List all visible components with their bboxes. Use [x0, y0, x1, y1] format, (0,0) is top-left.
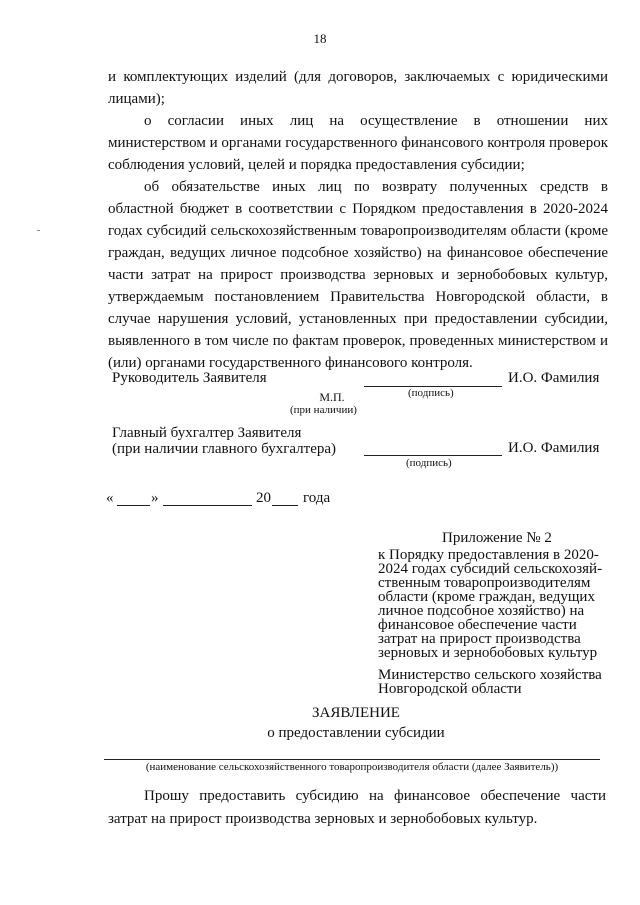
- request-paragraph: Прошу предоставить субсидию на финансовое обеспечение части затрат на прирост производства зерновых и зернобобовых культур.: [108, 788, 606, 827]
- addressee-line-1: Министерство сельского хозяйства: [378, 667, 602, 683]
- addressee: [378, 668, 603, 696]
- addressee-line-2: Новгородской области: [378, 681, 522, 697]
- application-title: ЗАЯВЛЕНИЕ: [312, 705, 400, 721]
- accountant-signature-caption: (подпись): [406, 457, 452, 469]
- appendix-line: ственным товаропроизводителям: [378, 575, 591, 591]
- accountant-name: И.О. Фамилия: [508, 440, 600, 456]
- page-number: 18: [313, 31, 327, 46]
- appendix-line: финансовое обеспечение части: [378, 617, 577, 633]
- application-subtitle: о предоставлении субсидии: [267, 725, 445, 741]
- stamp-note: (при наличии): [290, 404, 357, 416]
- obligation-paragraph: об обязательстве иных лиц по возврату полученных средств в областной бюджет в соответствии с Порядком предоставления в 2020-2024 годах субсидий сельскохозяйственным товаропроизводителям области (кроме граждан, ведущих личное подсобное хозяйство) на финансовое обеспечение части затрат на прирост производства зерновых и зернобобовых культур, утверждаемым постановлением Правительства Новгородской области, в случае нарушения условий, установленных при предоставлении субсидии, выявленного в том числе по фактам проверок, проведенных министерством и (или) органами государственного финансового контроля.: [108, 179, 608, 371]
- date-year-suffix: года: [303, 490, 331, 506]
- margin-mark: [37, 230, 40, 231]
- head-signature-caption: (подпись): [408, 387, 454, 399]
- date-close-quote: »: [151, 490, 159, 506]
- date-day-line: [117, 505, 150, 506]
- appendix-line: 2024 годах субсидий сельскохозяй-: [378, 561, 603, 577]
- date-month-line: [163, 505, 252, 506]
- continuation-paragraph: и комплектующих изделий (для договоров, заключаемых с юридическими лицами);: [108, 69, 608, 107]
- head-label: Руководитель Заявителя: [112, 370, 267, 386]
- stamp-label: М.П.: [319, 390, 345, 404]
- appendix-line: личное подсобное хозяйство) на: [378, 603, 585, 619]
- date-year-line: [272, 505, 298, 506]
- accountant-signature-line: [364, 455, 502, 456]
- accountant-label-line-1: Главный бухгалтер Заявителя: [112, 425, 302, 441]
- date-year-prefix: 20: [256, 490, 271, 506]
- appendix-reference: [378, 548, 603, 660]
- date-open-quote: «: [106, 490, 114, 506]
- head-name: И.О. Фамилия: [508, 370, 600, 386]
- applicant-name-caption: (наименование сельскохозяйственного товаропроизводителя области (далее Заявитель)): [145, 761, 559, 773]
- appendix-line: области (кроме граждан, ведущих: [378, 589, 595, 605]
- accountant-label: [112, 425, 336, 457]
- accountant-label-line-2: (при наличии главного бухгалтера): [112, 441, 337, 457]
- appendix-line: затрат на прирост производства: [378, 631, 581, 647]
- consent-paragraph: о согласии иных лиц на осуществление в отношении них министерством и органами государственного финансового контроля проверок соблюдения условий, целей и порядка предоставления субсидии;: [108, 113, 608, 173]
- appendix-line: к Порядку предоставления в 2020-: [378, 547, 599, 563]
- appendix-title: Приложение № 2: [442, 530, 552, 546]
- appendix-line: зерновых и зернобобовых культур: [378, 645, 598, 661]
- applicant-name-line: [104, 759, 600, 760]
